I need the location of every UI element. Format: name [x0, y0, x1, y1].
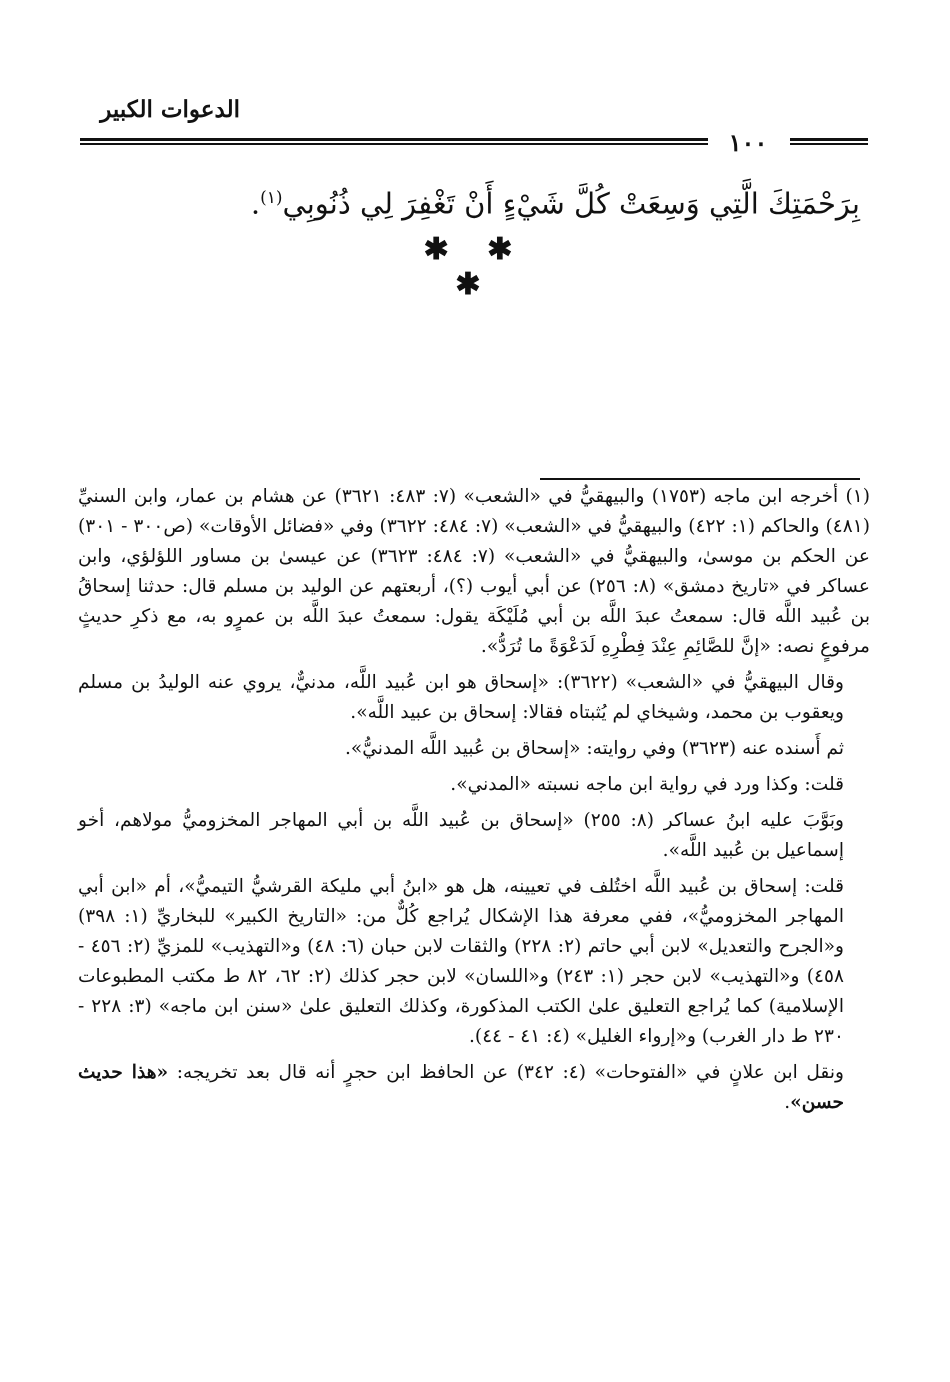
header-rule: [80, 138, 708, 150]
page-number: ١٠٠: [728, 128, 768, 157]
footnotes: [78, 482, 870, 1124]
main-text: [90, 172, 860, 230]
running-title: الدعوات الكبير: [100, 96, 240, 123]
footnote-separator: [540, 478, 860, 480]
footnote-paragraph: وبَوَّبَ عليه ابنُ عساكر (٨: ٢٥٥) «إسحاق بن عُبيد اللَّه بن أبي المهاجر المخزوميُّ مولاهم، أخو إسماعيل بن عُبيد اللَّه».: [78, 810, 844, 861]
footnote-paragraph: قلت: وكذا ورد في رواية ابن ماجه نسبته «المدني».: [450, 774, 844, 795]
header-rule-short: [790, 138, 868, 150]
footnote-text: ونقل ابن علانٍ في «الفتوحات» (٤: ٣٤٢) عن الحافظ ابن حجرٍ أنه قال بعد تخريجه:: [176, 1062, 844, 1083]
footnote-reference: (١): [260, 188, 283, 208]
footnote-text: أخرجه ابن ماجه (١٧٥٣) والبيهقيُّ في «الشعب» (٧: ٤٨٣: ٣٦٢١) عن هشام بن عمار، وابن السنيِّ (٤٨١) والحاكم (١: ٤٢٢) والبيهقيُّ في «الشعب» (٧: ٤٨٤: ٣٦٢٢) وفي «فضائل الأوقات» (ص٣٠٠ - ٣٠١) عن الحكم بن موسىٰ، والبيهقيُّ في «الشعب» (٧: ٤٨٤: ٣٦٢٣) عن عيسىٰ بن مساور اللؤلؤي، وابن عساكر في «تاريخ دمشق» (٨: ٢٥٦) عن أبي أيوب (؟)، أربعتهم عن الوليد بن مسلم قال: حدثنا إسحاقُ بن عُبيد اللَّه قال: سمعتُ عبدَ اللَّه بن أبي مُلَيْكَة يقول: سمعتُ عبدَ اللَّه بن عمرٍو به، مع ذكرِ حديثٍ مرفوعٍ نصه: «إنَّ للصَّائِمِ عِنْدَ فِطْرِهِ لَدَعْوَةً ما تُرَدُّ».: [78, 486, 870, 657]
footnote-paragraph: وقال البيهقيُّ في «الشعب» (٣٦٢٢): «إسحاق هو ابن عُبيد اللَّه، مدنيٌّ، يروي عنه الوليدُ بن مسلم ويعقوب بن محمد، وشيخاي لم يُثبتاه فقالا: إسحاق بن عبيد اللَّه».: [78, 672, 845, 723]
footnote-paragraph: [78, 482, 870, 662]
section-ornament: ✱ ✱ ✱: [423, 232, 527, 302]
footnote-paragraph: قلت: إسحاق بن عُبيد اللَّه اختُلف في تعيينه، هل هو «ابنُ أبي مليكة القرشيُّ التيميُّ»، أم «ابن أبي المهاجر المخزوميُّ»، ففي معرفة هذا الإشكال يُراجع كُلٌّ من: «التاريخ الكبير» للبخاريِّ (١: ٣٩٨) و«الجرح والتعديل» لابن أبي حاتم (٢: ٢٢٨) والثقات لابن حبان (٦: ٤٨) و«التهذيب» للمزيِّ (٢: ٤٥٦ - ٤٥٨) و«التهذيب» لابن حجر (١: ٢٤٣) و«اللسان» لابن حجر كذلك (٢: ٦٢، ٨٢ ط مكتب المطبوعات الإسلامية) كما يُراجع التعليق علىٰ الكتب المذكورة، وكذلك التعليق علىٰ «سنن ابن ماجه» (٣: ٢٢٨ - ٢٣٠ ط دار الغرب) و«إرواء الغليل» (٤: ٤١ - ٤٤).: [78, 876, 845, 1047]
footnote-paragraph: ثم أَسنده عنه (٣٦٢٣) وفي روايته: «إسحاق بن عُبيد اللَّه المدنيُّ».: [344, 738, 844, 759]
footnote-label: (١): [845, 486, 870, 507]
footnote-paragraph-final: [78, 1058, 870, 1118]
main-text-end: .: [250, 186, 261, 221]
footnote-end: .: [784, 1092, 791, 1113]
hadith-grading-quote: «هذا حديث حسن»: [78, 1062, 844, 1113]
main-text-body: بِرَحْمَتِكَ الَّتِي وَسِعَتْ كُلَّ شَيْءٍ أَنْ تَغْفِرَ لِي ذُنُوبِي: [282, 186, 860, 221]
